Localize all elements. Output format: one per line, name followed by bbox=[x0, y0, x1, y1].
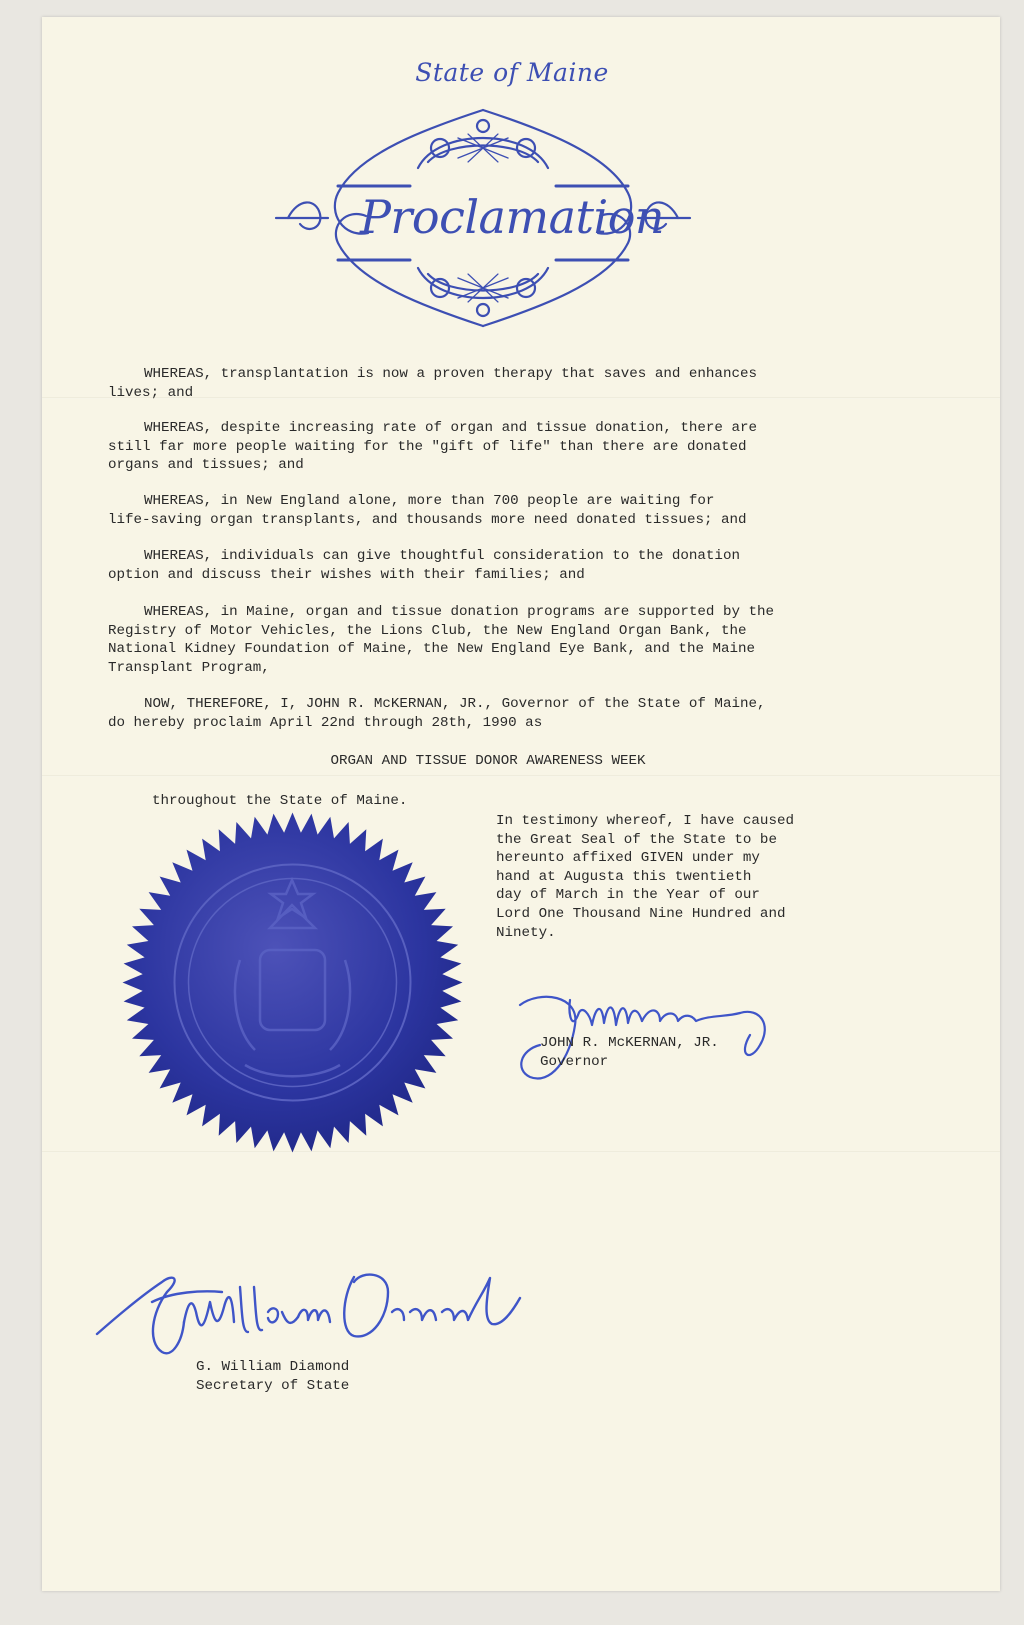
proclaimed-week: ORGAN AND TISSUE DONOR AWARENESS WEEK bbox=[330, 753, 646, 769]
secretary-signature bbox=[92, 1262, 532, 1372]
state-seal-icon bbox=[120, 810, 465, 1155]
now-therefore-paragraph: NOW, THEREFORE, I, JOHN R. McKERNAN, JR., Governor of the State of Maine, do hereby proclaim April 22nd through 28th, 1990 as bbox=[108, 696, 766, 731]
secretary-title: Secretary of State bbox=[196, 1378, 350, 1394]
state-heading: State of Maine bbox=[415, 58, 609, 87]
whereas-paragraph-5: WHEREAS, in Maine, organ and tissue donation programs are supported by the Registry of Motor Vehicles, the Lions Club, the New England Organ Bank, the National Kidney Foundation of Maine, the New England Eye Bank, and the Maine Transplant Program, bbox=[108, 604, 775, 676]
secretary-name: G. William Diamond bbox=[196, 1359, 350, 1375]
whereas-paragraph-4: WHEREAS, individuals can give thoughtful consideration to the donation option and discuss their wishes with their families; and bbox=[108, 548, 740, 583]
whereas-paragraph-2: WHEREAS, despite increasing rate of organ and tissue donation, there are still far more people waiting for the "gift of life" than there are donated organs and tissues; and bbox=[108, 420, 757, 474]
closing-line: throughout the State of Maine. bbox=[152, 793, 408, 809]
whereas-paragraph-1: WHEREAS, transplantation is now a proven therapy that saves and enhances lives; and bbox=[108, 366, 757, 401]
testimony-paragraph: In testimony whereof, I have caused the Great Seal of the State to be hereunto affixed GIVEN under my hand at Augusta this twentieth day of March in the Year of our Lord One Thousand Nine Hundred and Ninety. bbox=[496, 813, 794, 941]
whereas-paragraph-3: WHEREAS, in New England alone, more than 700 people are waiting for life-saving organ transplants, and thousands more need donated tissues; and bbox=[108, 493, 747, 528]
proclamation-title: Proclamation bbox=[359, 190, 665, 244]
governor-title: Governor bbox=[540, 1054, 609, 1070]
governor-name: JOHN R. McKERNAN, JR. bbox=[540, 1035, 719, 1051]
fold-line bbox=[42, 775, 1000, 777]
